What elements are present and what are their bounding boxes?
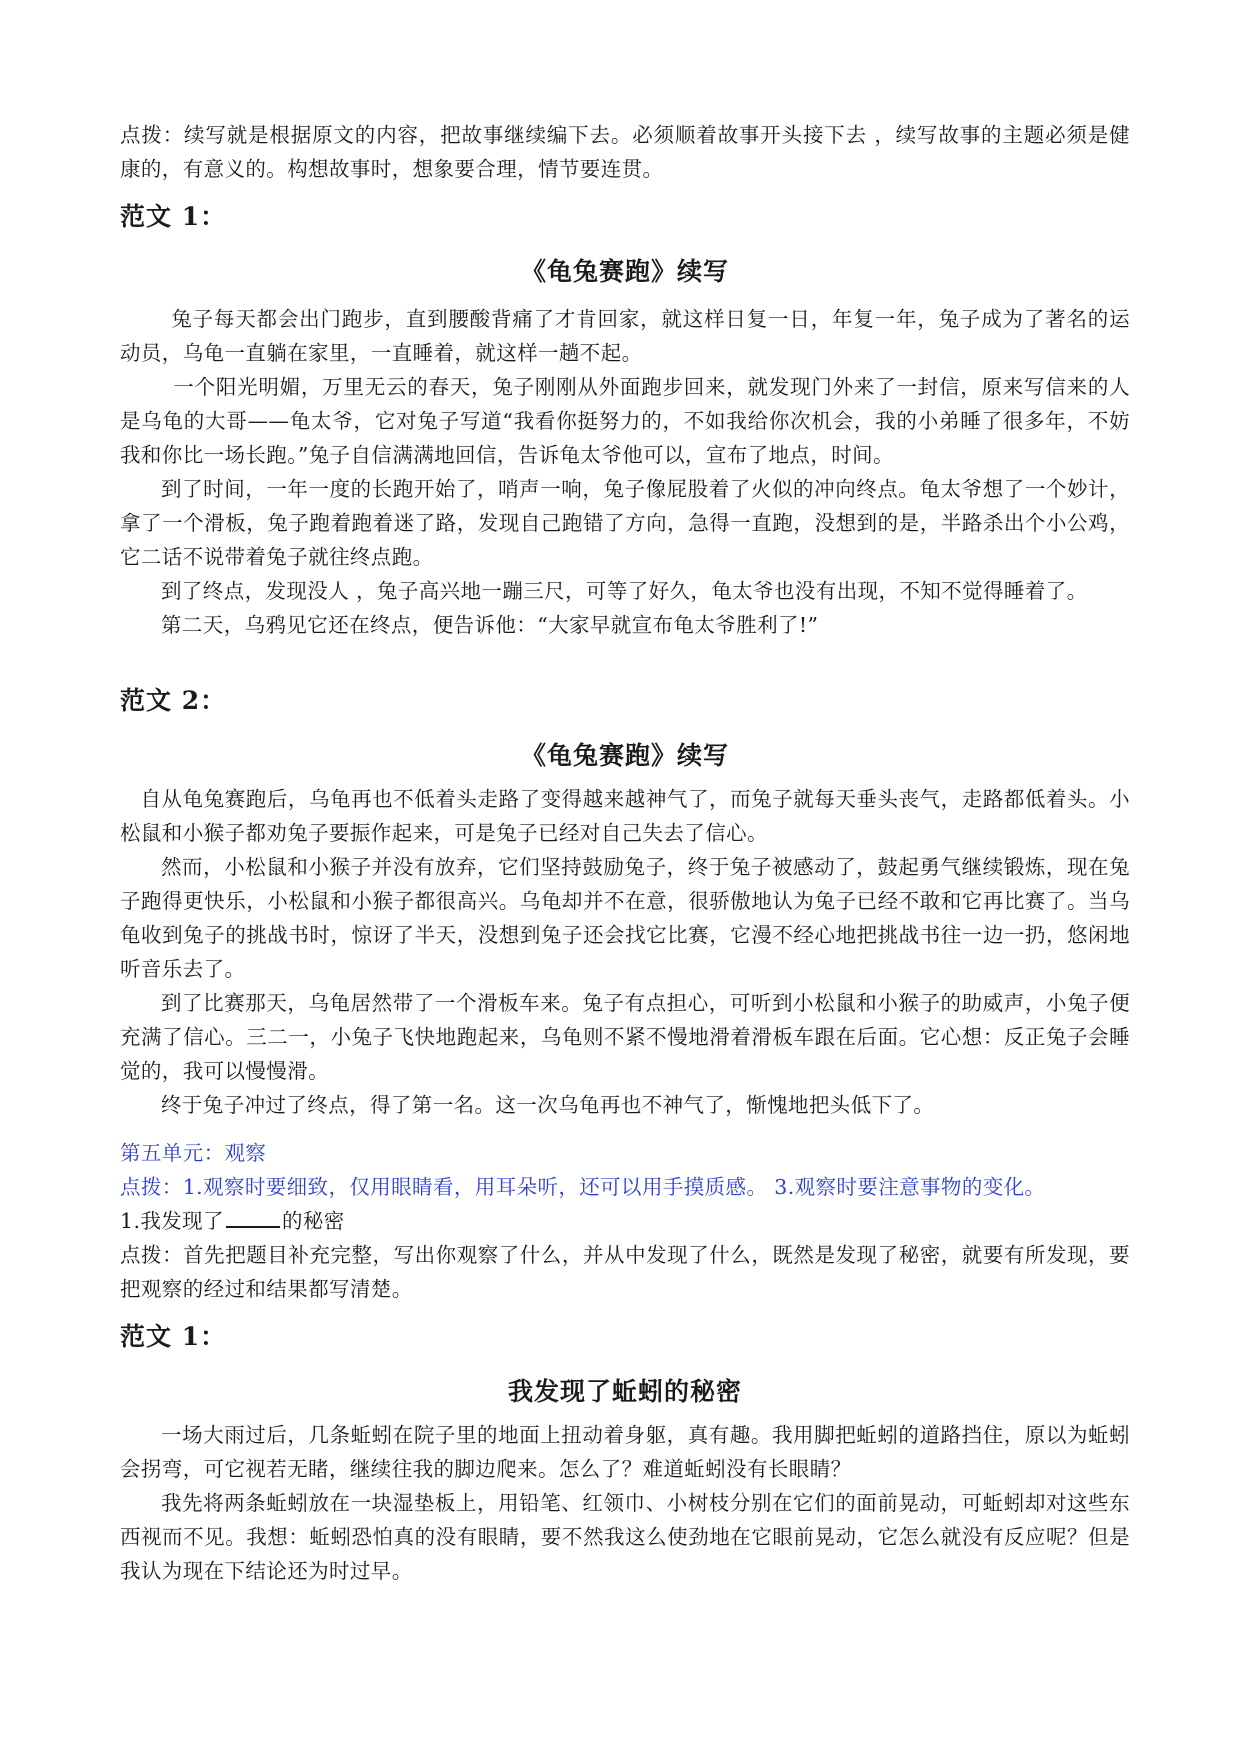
fill-in-blank [226,1226,280,1228]
example1-paragraph: 到了终点，发现没人 ，兔子高兴地一蹦三尺，可等了好久，龟太爷也没有出现，不知不觉得睡着了。 [161,579,1088,603]
writing-task-suffix: 的秘密 [281,1209,345,1233]
example2-paragraph: 然而，小松鼠和小猴子并没有放弃，它们坚持鼓励兔子，终于兔子被感动了，鼓起勇气继续锻炼，现在兔子跑得更快乐，小松鼠和小猴子都很高兴。乌龟却并不在意，很骄傲地认为兔子已经不敢和它再比赛了。当乌龟收到兔子的挑战书时，惊讶了半天，没想到兔子还会找它比赛，它漫不经心地把挑战书往一边一扔，悠闲地听音乐去了。 [120,855,1130,981]
example1-paragraph: 第二天，乌鸦见它还在终点，便告诉他：“大家早就宣布龟太爷胜利了!” [161,613,819,637]
writing-task-prefix: 1.我发现了 [120,1209,224,1233]
example1-label: 范文 1： [120,202,227,231]
example1-paragraph: 到了时间，一年一度的长跑开始了，哨声一响，兔子像屁股着了火似的冲向终点。龟太爷想了一个妙计，拿了一个滑板，兔子跑着跑着迷了路，发现自己跑错了方向，急得一直跑，没想到的是，半路杀出个小公鸡，它二话不说带着兔子就往终点跑。 [120,477,1130,569]
example2-paragraph: 终于兔子冲过了终点，得了第一名。这一次乌龟再也不神气了，惭愧地把头低下了。 [161,1093,935,1117]
example3-title: 我发现了蚯蚓的秘密 [507,1377,742,1406]
document-page [120,118,1130,1588]
writing-task-tip: 点拨：首先把题目补充完整，写出你观察了什么，并从中发现了什么，既然是发现了秘密，就要有所发现，要把观察的经过和结果都写清楚。 [120,1243,1130,1301]
example3-paragraph: 我先将两条蚯蚓放在一块湿垫板上，用铅笔、红领巾、小树枝分别在它们的面前晃动，可蚯蚓却对这些东西视而不见。我想：蚯蚓恐怕真的没有眼睛，要不然我这么使劲地在它眼前晃动，它怎么就没有反应呢？但是我认为现在下结论还为时过早。 [120,1491,1130,1583]
example2-paragraph: 自从龟兔赛跑后，乌龟再也不低着头走路了变得越来越神气了，而兔子就每天垂头丧气，走路都低着头。小松鼠和小猴子都劝兔子要振作起来，可是兔子已经对自己失去了信心。 [120,787,1130,845]
intro-tip: 点拨：续写就是根据原文的内容，把故事继续编下去。必须顺着故事开头接下去 ，续写故事的主题必须是健康的，有意义的。构想故事时，想象要合理，情节要连贯。 [120,123,1130,181]
example2-label: 范文 2： [120,686,227,715]
example1-paragraph: 一个阳光明媚，万里无云的春天，兔子刚刚从外面跑步回来，就发现门外来了一封信，原来写信来的人是乌龟的大哥——龟太爷，它对兔子写道“我看你挺努力的，不如我给你次机会，我的小弟睡了很多年，不妨我和你比一场长跑。”兔子自信满满地回信，告诉龟太爷他可以，宣布了地点，时间。 [120,375,1130,467]
unit5-tip: 点拨：1.观察时要细致，仅用眼睛看，用耳朵听，还可以用手摸质感。 3.观察时要注意事物的变化。 [120,1175,1046,1199]
unit5-heading: 第五单元：观察 [120,1141,267,1165]
example1-paragraph: 兔子每天都会出门跑步，直到腰酸背痛了才肯回家，就这样日复一日，年复一年，兔子成为了著名的运动员，乌龟一直躺在家里，一直睡着，就这样一趟不起。 [120,307,1130,365]
writing-task [120,1204,1130,1238]
example3-paragraph: 一场大雨过后，几条蚯蚓在院子里的地面上扭动着身躯，真有趣。我用脚把蚯蚓的道路挡住，原以为蚯蚓会拐弯，可它视若无睹，继续往我的脚边爬来。怎么了？难道蚯蚓没有长眼睛？ [120,1423,1130,1481]
example2-paragraph: 到了比赛那天，乌龟居然带了一个滑板车来。兔子有点担心，可听到小松鼠和小猴子的助威声，小兔子便充满了信心。三二一，小兔子飞快地跑起来，乌龟则不紧不慢地滑着滑板车跟在后面。它心想：反正兔子会睡觉的，我可以慢慢滑。 [120,991,1130,1083]
example1-title: 《龟兔赛跑》续写 [520,257,729,286]
example2-title: 《龟兔赛跑》续写 [520,741,729,770]
example3-label: 范文 1： [120,1322,227,1351]
